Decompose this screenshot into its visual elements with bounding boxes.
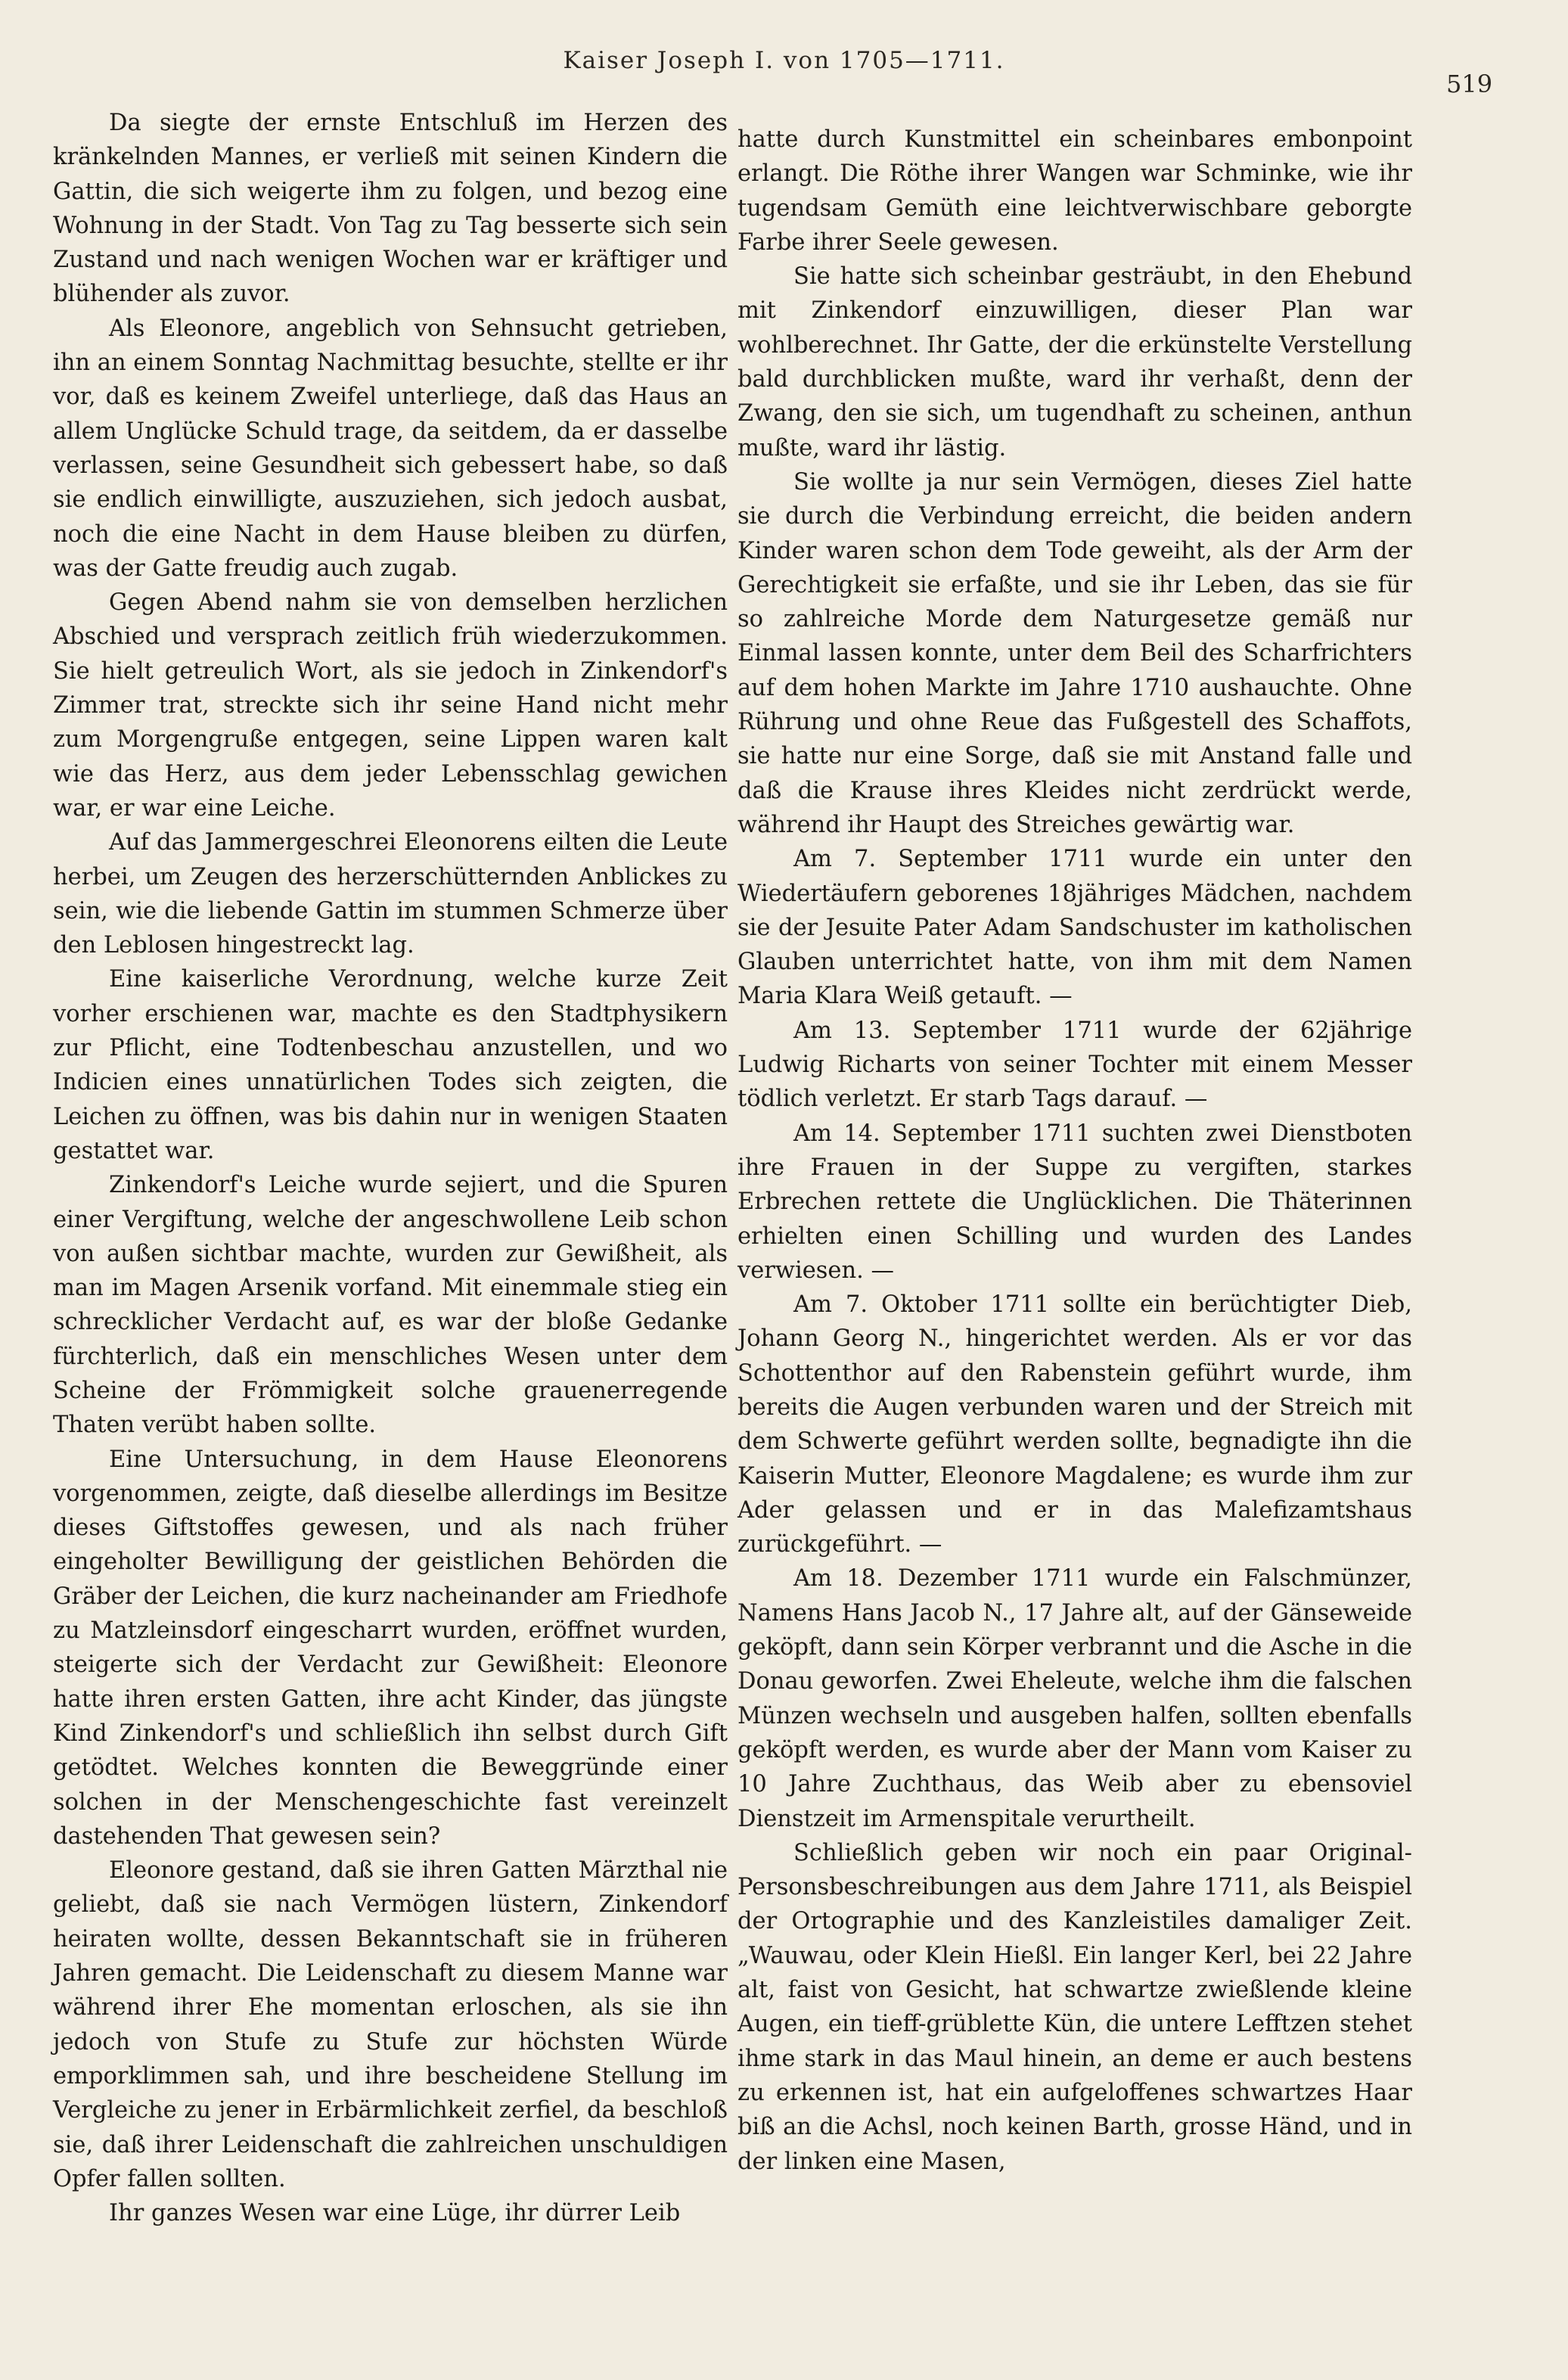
- paragraph: Am 7. Oktober 1711 sollte ein berüchtigter Dieb, Johann Georg N., hingerichtet werden. Als er vor das Schottenthor auf den Rabenstein geführt wurde, ihm bereits die Augen verbunden waren und der Streich mit dem Schwerte geführt werden sollte, begnadigte ihn die Kaiserin Mutter, Eleonore Magdalene; es wurde ihm zur Ader gelassen und er in das Malefizamtshaus zurückgeführt. —: [737, 1291, 1412, 1558]
- paragraph-continued: hatte durch Kunstmittel ein scheinbares embonpoint erlangt. Die Röthe ihrer Wangen war Schminke, wie ihr tugendsam Gemüth eine leichtverwischbare geborgte Farbe ihrer Seele gewesen.: [737, 126, 1412, 256]
- paragraph: Eine kaiserliche Verordnung, welche kurze Zeit vorher erschienen war, machte es den Stadtphysikern zur Pflicht, eine Todtenbeschau anzustellen, und wo Indicien eines unnatürlichen Todes sich zeigten, die Leichen zu öffnen, was bis dahin nur in wenigen Staaten gestattet war.: [53, 966, 728, 1164]
- paragraph: Schließlich geben wir noch ein paar Original-Personsbeschreibungen aus dem Jahre 1711, als Beispiel der Ortographie und des Kanzleistiles damaliger Zeit. „Wauwau, oder Klein Hießl. Ein langer Kerl, bei 22 Jahre alt, faist von Gesicht, hat schwartze zwießlende kleine Augen, ein tieff-grüblette Kün, die untere Lefftzen stehet ihme stark in das Maul hinein, an deme er auch bestens zu erkennen ist, hat ein aufgeloffenes schwartzes Haar biß an die Achsl, noch keinen Barth, grosse Händ, und in der linken eine Masen,: [737, 1839, 1412, 2175]
- right-column: [737, 123, 1412, 2179]
- paragraph: Sie wollte ja nur sein Vermögen, dieses Ziel hatte sie durch die Verbindung erreicht, die beiden andern Kinder waren schon dem Tode geweiht, als der Arm der Gerechtigkeit sie erfaßte, und sie ihr Leben, das sie für so zahlreiche Morde dem Naturgesetze gemäß nur Einmal lassen konnte, unter dem Beil des Scharfrichters auf dem hohen Markte im Jahre 1710 aushauchte. Ohne Rührung und ohne Reue das Fußgestell des Schaffots, sie hatte nur eine Sorge, daß sie mit Anstand falle und daß die Krause ihres Kleides nicht zerdrückt werde, während ihr Haupt des Streiches gewärtig war.: [737, 468, 1412, 838]
- paragraph: Ihr ganzes Wesen war eine Lüge, ihr dürrer Leib: [109, 2200, 681, 2227]
- paragraph: Auf das Jammergeschrei Eleonorens eilten die Leute herbei, um Zeugen des herzerschütternden Anblickes zu sein, wie die liebende Gattin im stummen Schmerze über den Leblosen hingestreckt lag.: [53, 829, 728, 959]
- paragraph: Als Eleonore, angeblich von Sehnsucht getrieben, ihn an einem Sonntag Nachmittag besuchte, stellte er ihr vor, daß es keinem Zweifel unterliege, daß das Haus an allem Unglücke Schuld trage, da seitdem, da er dasselbe verlassen, seine Gesundheit sich gebessert habe, so daß sie endlich einwilligte, auszuziehen, sich jedoch ausbat, noch die eine Nacht in dem Hause bleiben zu dürfen, was der Gatte freudig auch zugab.: [53, 315, 728, 582]
- paragraph: Am 13. September 1711 wurde der 62jährige Ludwig Richarts von seiner Tochter mit einem Messer tödlich verletzt. Er starb Tags darauf. —: [737, 1017, 1412, 1113]
- paragraph: Da siegte der ernste Entschluß im Herzen des kränkelnden Mannes, er verließ mit seinen Kindern die Gattin, die sich weigerte ihm zu folgen, und bezog eine Wohnung in der Stadt. Von Tag zu Tag besserte sich sein Zustand und nach wenigen Wochen war er kräftiger und blühender als zuvor.: [53, 110, 728, 308]
- paragraph: Am 14. September 1711 suchten zwei Dienstboten ihre Frauen in der Suppe zu vergiften, starkes Erbrechen rettete die Unglücklichen. Die Thäterinnen erhielten einen Schilling und wurden des Landes verwiesen. —: [737, 1120, 1412, 1284]
- running-title: Kaiser Joseph I. von 1705—1711.: [563, 47, 1005, 74]
- page-number: 519: [1446, 70, 1493, 98]
- paragraph: Zinkendorf's Leiche wurde sejiert, und die Spuren einer Vergiftung, welche der angeschwollene Leib schon von außen sichtbar machte, wurden zur Gewißheit, als man im Magen Arsenik vorfand. Mit einemmale stieg ein schrecklicher Verdacht auf, es war der bloße Gedanke fürchterlich, daß ein menschliches Wesen unter dem Scheine der Frömmigkeit solche grauenerregende Thaten verübt haben sollte.: [53, 1172, 728, 1439]
- paragraph: Sie hatte sich scheinbar gesträubt, in den Ehebund mit Zinkendorf einzuwilligen, dieser Plan war wohlberechnet. Ihr Gatte, der die erkünstelte Verstellung bald durchblicken mußte, ward ihr verhaßt, denn der Zwang, den sie sich, um tugendhaft zu scheinen, anthun mußte, ward ihr lästig.: [737, 263, 1412, 461]
- paragraph: Eine Untersuchung, in dem Hause Eleonorens vorgenommen, zeigte, daß dieselbe allerdings im Besitze dieses Giftstoffes gewesen, und als nach früher eingeholter Bewilligung der geistlichen Behörden die Gräber der Leichen, die kurz nacheinander am Friedhofe zu Matzleinsdorf eingescharrt wurden, eröffnet wurden, steigerte sich der Verdacht zur Gewißheit: Eleonore hatte ihren ersten Gatten, ihre acht Kinder, das jüngste Kind Zinkendorf's und schließlich ihn selbst durch Gift getödtet. Welches konnten die Beweggründe einer solchen in der Menschengeschichte fast vereinzelt dastehenden That gewesen sein?: [53, 1446, 728, 1850]
- left-column: [53, 106, 728, 2230]
- paragraph: Eleonore gestand, daß sie ihren Gatten Märzthal nie geliebt, daß sie nach Vermögen lüstern, Zinkendorf heiraten wollte, dessen Bekanntschaft sie in früheren Jahren gemacht. Die Leidenschaft zu diesem Manne war während ihrer Ehe momentan erloschen, als sie ihn jedoch von Stufe zu Stufe zur höchsten Würde emporklimmen sah, und ihre bescheidene Stellung im Vergleiche zu jener in Erbärmlichkeit zerfiel, da beschloß sie, daß ihrer Leidenschaft die zahlreichen unschuldigen Opfer fallen sollten.: [53, 1857, 728, 2192]
- paragraph: Am 18. Dezember 1711 wurde ein Falschmünzer, Namens Hans Jacob N., 17 Jahre alt, auf der Gänseweide geköpft, dann sein Körper verbrannt und die Asche in die Donau geworfen. Zwei Eheleute, welche ihm die falschen Münzen wechseln und ausgeben halfen, sollten ebenfalls geköpft werden, es wurde aber der Mann vom Kaiser zu 10 Jahre Zuchthaus, das Weib aber zu ebensoviel Dienstzeit im Armenspitale verurtheilt.: [737, 1565, 1412, 1832]
- paragraph: Am 7. September 1711 wurde ein unter den Wiedertäufern geborenes 18jähriges Mädchen, nachdem sie der Jesuite Pater Adam Sandschuster im katholischen Glauben unterrichtet hatte, von ihm mit dem Namen Maria Klara Weiß getauft. —: [737, 846, 1412, 1010]
- paragraph: Gegen Abend nahm sie von demselben herzlichen Abschied und versprach zeitlich früh wiederzukommen. Sie hielt getreulich Wort, als sie jedoch in Zinkendorf's Zimmer trat, streckte sich ihr seine Hand nicht mehr zum Morgengruße entgegen, seine Lippen waren kalt wie das Herz, aus dem jeder Lebensschlag gewichen war, er war eine Leiche.: [53, 589, 728, 822]
